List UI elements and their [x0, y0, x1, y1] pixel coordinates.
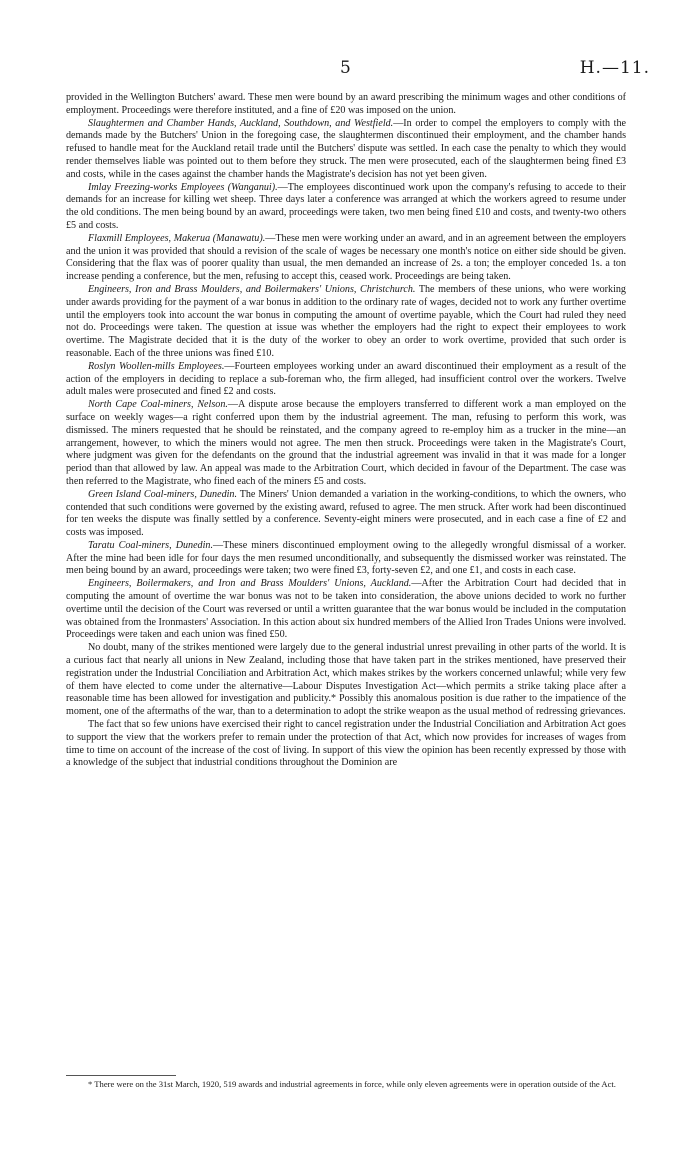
paragraph-text: —After the Arbitration Court had decided that in computing the amount of overtime the war bonus was not to be taken into consideration, the above unions decided to work no further overtime until the decision of the Court was reversed or until a written guarantee that the war bonus would be included in the computation was obtained from the Ironmasters' Association. In this action about six hundred members of the Allied Iron Trades Unions were involved. Proceedings were taken and each union was fined £50. [66, 578, 626, 641]
page-number: 5 [340, 58, 351, 78]
paragraph-heading: Roslyn Woollen-mills Employees. [88, 360, 225, 372]
paragraph-text: The members of these unions, who were working under awards providing for the payment of a war bonus in addition to the ordinary rate of wages, decided not to work any further overtime until the employers took into account the war bonus in computing the amount of overtime payable, which the Court had ruled they need not do. Proceedings were taken. The question at issue was whether the employers had the right to expect their employees to work overtime. The Magistrate decided that it is the duty of the worker to obey an order to work overtime, provided that such order is reasonable. Each of the three unions was fined £10. [66, 283, 626, 359]
paragraph-heading: North Cape Coal-miners, Nelson. [88, 399, 228, 411]
paragraph-text: —The employees discontinued work upon the company's refusing to accede to their demands for an increase for killing wet sheep. Three days later a conference was arranged at which the workers agreed to resume under the old conditions. The men being bound by an award, proceedings were taken, two men being fined £10 and costs, and twenty-two others £5 and costs. [66, 181, 626, 231]
paragraph-heading: Engineers, Boilermakers, and Iron and Brass Moulders' Unions, Auckland. [88, 578, 412, 590]
paragraph-imlay [66, 182, 626, 233]
paragraph-registration [66, 719, 626, 770]
paragraph-taratu [66, 540, 626, 578]
paragraph-text: The Miners' Union demanded a variation in the working-conditions, to which the owners, who contended that such conditions were governed by the existing award, refused to agree. The men struck. After work had been discontinued for ten weeks the dispute was finally settled by a conference. Seventy-eight miners were prosecuted, and in each case a fine of £2 and costs was imposed. [66, 488, 627, 539]
paragraph-heading: Imlay Freezing-works Employees (Wanganui). [88, 181, 278, 193]
paragraph-text: —In order to compel the employers to comply with the demands made by the Butchers' Union in the foregoing case, the slaughtermen discontinued their employment, and the chamber hands refused to handle meat for the Auckland retail trade until the Butchers' dispute was settled. In each case the penalty to which they would render themselves liable was pointed out to them before they struck. The men were prosecuted, each of the slaughtermen being fined £3 and costs, while in the cases against the chamber hands the Magistrate's decision has not yet been given. [66, 117, 626, 180]
paragraph-flaxmill [66, 233, 626, 284]
paragraph-slaughtermen [66, 118, 626, 182]
paragraph-text: The fact that so few unions have exercised their right to cancel registration under the Industrial Conciliation and Arbitration Act goes to support the view that the workers prefer to remain under the protection of that Act, which now provides for increases of wages from time to time on account of the increase of the cost of living. In support of this view the opinion has been recently expressed by those with a knowledge of the subject that industrial conditions throughout the Dominion are [66, 719, 626, 769]
paragraph-heading: Flaxmill Employees, Makerua (Manawatu). [88, 232, 266, 244]
paragraph-unrest [66, 642, 626, 719]
paragraph-heading: Taratu Coal-miners, Dunedin. [88, 539, 213, 551]
paragraph-auckland-engineers [66, 578, 626, 642]
paragraph-christchurch-engineers [66, 284, 626, 361]
paragraph-text: —Fourteen employees working under an award discontinued their employment as a result of the action of the employers in deciding to replace a sub-foreman who, the firm alleged, had insufficient control over the workers. Twelve adult males were prosecuted and fined £2 and costs. [66, 360, 626, 398]
paragraph-text: No doubt, many of the strikes mentioned were largely due to the general industrial unrest prevailing in other parts of the world. It is a curious fact that nearly all unions in New Zealand, including those that have taken part in the strikes mentioned, have preserved their registration under the Industrial Conciliation and Arbitration Act, which makes strikes by the workers concerned unlawful; while very few of them have elected to come under the alternative—Labour Disputes Investigation Act—which permits a strike taking place after a reasonable time has been allowed for investigation and publicity.* Possibly this anomalous position is due rather to the impatience of the moment, one of the aftermaths of the war, than to a determination to adopt the strike weapon as the usual method of redressing grievances. [66, 642, 626, 718]
intro-paragraph: provided in the Wellington Butchers' award. These men were bound by an award prescribing the minimum wages and other conditions of employment. Proceedings were therefore instituted, and a fine of £20 was imposed on the union. [66, 92, 626, 116]
paragraph-heading: Slaughtermen and Chamber Hands, Auckland, Southdown, and Westfield. [88, 117, 394, 129]
paragraph-north-cape [66, 399, 626, 489]
paragraph-heading: Green Island Coal-miners, Dunedin. [88, 488, 238, 500]
body-text [66, 92, 626, 770]
paragraph-roslyn [66, 361, 626, 399]
footnote: * There were on the 31st March, 1920, 519 awards and industrial agreements in force, while only eleven agreements were in operation outside of the Act. [88, 1079, 616, 1089]
paragraph-text: —These miners discontinued employment owing to the allegedly wrongful dismissal of a worker. After the mine had been idle for four days the men resumed unconditionally, and subsequently the dismissed worker was reinstated. The men being bound by an award, proceedings were taken; two were fined £3, forty-seven £2, and one £1, and costs in each case. [66, 539, 626, 577]
document-reference: H.—11. [579, 58, 650, 78]
paragraph-text: —A dispute arose because the employers transferred to different work a man employed on the surface on weekly wages—a right conferred upon them by the industrial agreement. The man, refusing to perform this work, was dismissed. The miners requested that he should be reinstated, and the company agreed to re-employ him as a trucker in the mine—an arrangement, however, to which the miners would not agree. The men then struck. Proceedings were taken in the Magistrate's Court, where judgment was given for the defendants on the ground that the industrial agreement was invalid in that it was made for a longer period than that allowed by law. An appeal was made to the Arbitration Court, which decided in favour of the Department. The case was then referred to the Magistrate, who fined each of the miners £5 and costs. [66, 399, 626, 487]
page-header [0, 58, 700, 82]
paragraph-text: —These men were working under an award, and in an agreement between the employers and the union it was provided that should a revision of the scale of wages be necessary one month's notice on either side should be given. Considering that the flax was of poorer quality than usual, the men demanded an increase of 2s. a ton; the employer conceded 1s. a ton increase pending a conference, but the men, refusing to accept this, ceased work. Proceedings are being taken. [66, 232, 626, 283]
paragraph-heading: Engineers, Iron and Brass Moulders, and Boilermakers' Unions, Christchurch. [88, 283, 416, 295]
paragraph-green-island [66, 489, 626, 540]
footnote-divider [66, 1075, 176, 1076]
